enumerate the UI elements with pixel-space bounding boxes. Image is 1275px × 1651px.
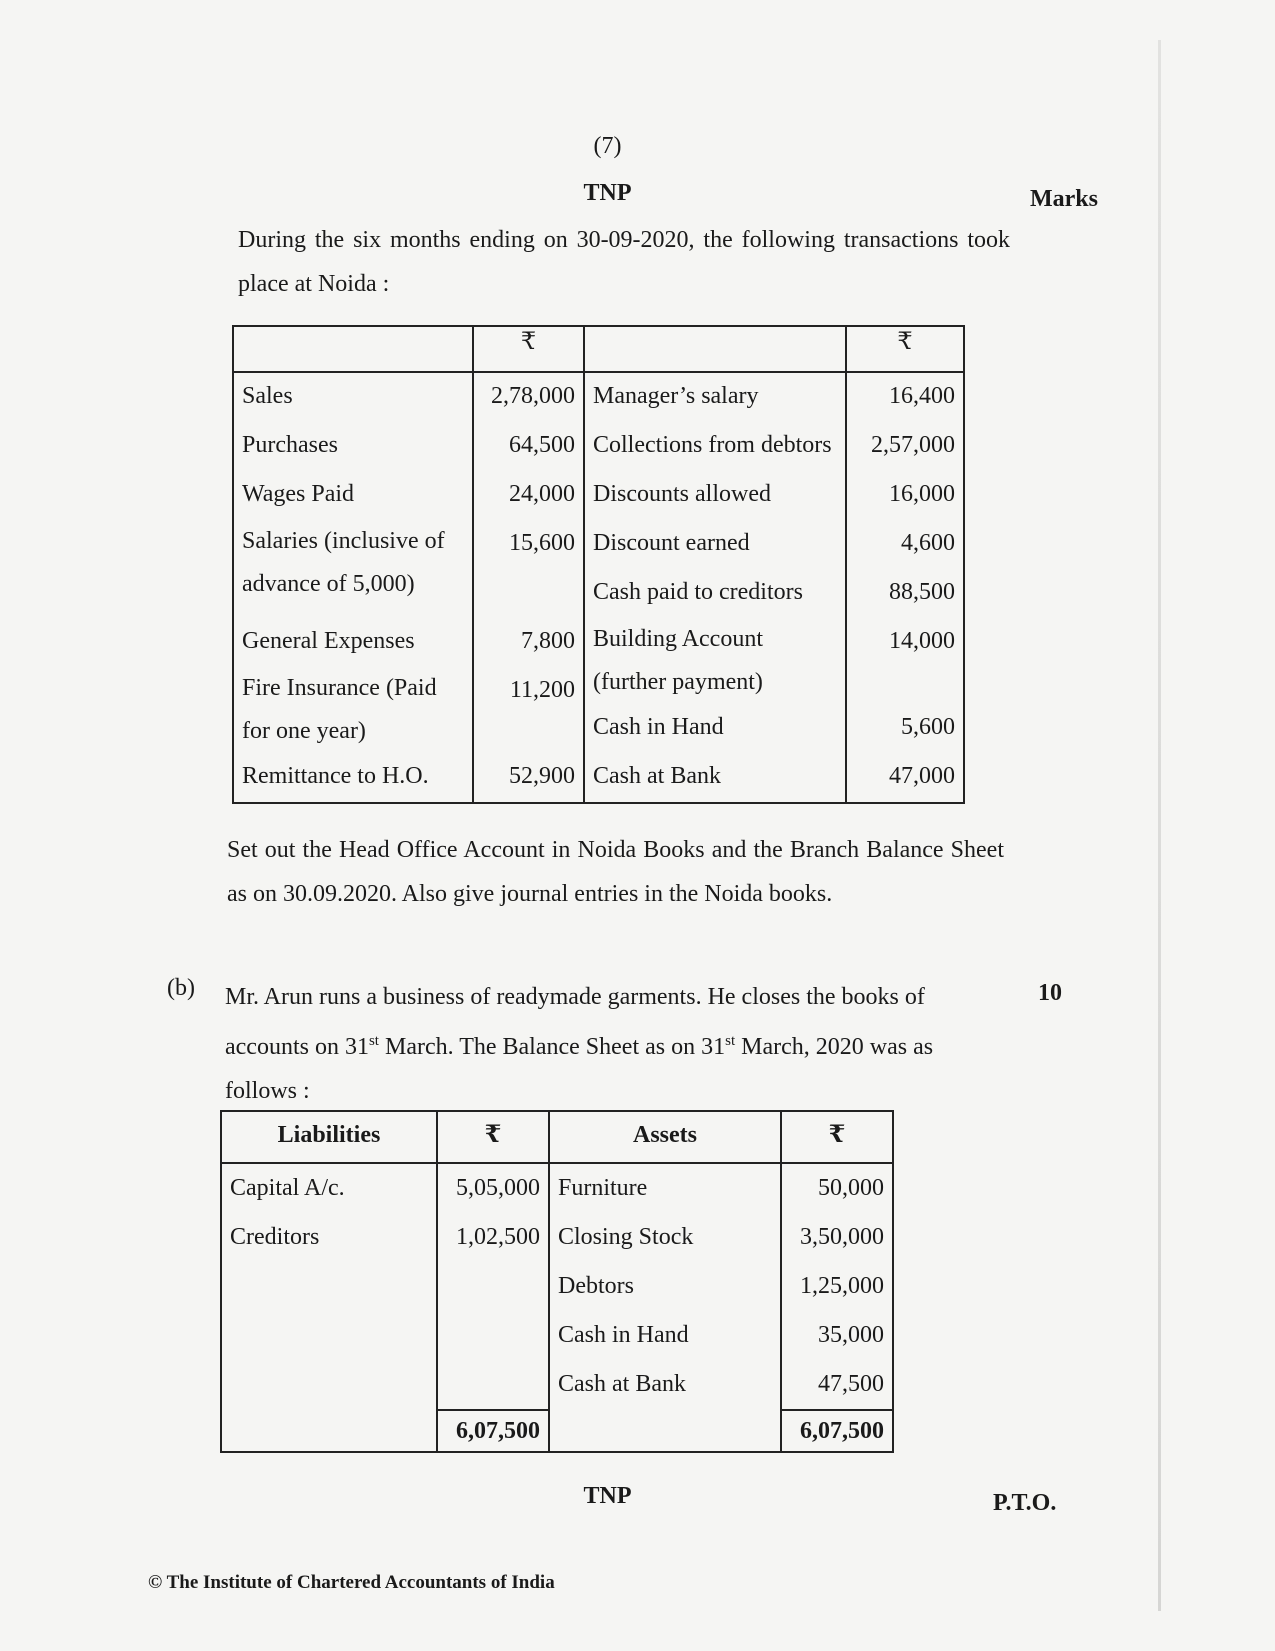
asset-label: Closing Stock [549,1213,781,1262]
right-amount: 14,000 [846,618,964,704]
right-label: Discounts allowed [584,471,846,520]
balance-sheet-header-row [221,1111,893,1163]
part-b-text-1: Mr. Arun runs a business of readymade garments. He closes the books of accounts on 31 [225,984,925,1060]
liabilities-total: 6,07,500 [437,1410,549,1452]
header-blank-right [584,326,846,372]
right-label: Cash paid to creditors [584,569,846,618]
part-b-text-3: March, 2020 was as follows : [225,1034,934,1104]
left-label: General Expenses [233,618,473,667]
right-label: Cash in Hand [584,704,846,753]
asset-amount: 1,25,000 [781,1262,893,1311]
table-row [221,1360,893,1410]
part-b-text-2: March. The Balance Sheet as on 31 [378,1034,726,1060]
part-b-sup-2: st [725,1033,736,1049]
marks-heading: Marks [1030,186,1098,212]
table-row [233,618,964,667]
left-amount: 15,600 [473,520,584,618]
header-assets: Assets [549,1111,781,1163]
part-b-label: (b) [167,975,195,1001]
right-amount: 5,600 [846,704,964,753]
left-label: Sales [233,372,473,422]
left-amount: 52,900 [473,753,584,803]
right-label: Discount earned [584,520,846,569]
asset-amount: 35,000 [781,1311,893,1360]
table-row [233,520,964,569]
header-currency-left: ₹ [473,326,584,372]
header-blank-left [233,326,473,372]
transactions-header-row [233,326,964,372]
table-row [233,422,964,471]
total-blank-right [549,1410,781,1452]
right-amount: 16,400 [846,372,964,422]
header-currency-right: ₹ [846,326,964,372]
instruction-paragraph: Set out the Head Office Account in Noida Books and the Branch Balance Sheet as on 30.09.2020. Also give journal entries in the Noida books. [227,837,1004,907]
table-row [221,1311,893,1360]
paper-code-bottom: TNP [583,1483,632,1509]
left-label: Wages Paid [233,471,473,520]
paper-code-top: TNP [583,180,632,206]
right-amount: 2,57,000 [846,422,964,471]
liability-empty [221,1262,437,1311]
asset-label: Cash at Bank [549,1360,781,1410]
balance-sheet-total-row [221,1410,893,1452]
header-currency-left: ₹ [437,1111,549,1163]
left-label: Purchases [233,422,473,471]
balance-sheet-table [220,1110,894,1453]
left-label: Fire Insurance (Paid for one year) [233,667,473,753]
liability-empty-amount [437,1262,549,1311]
part-b-marks: 10 [1038,980,1062,1006]
liability-empty-amount [437,1311,549,1360]
right-amount: 47,000 [846,753,964,803]
liability-empty [221,1360,437,1410]
liability-label: Creditors [221,1213,437,1262]
liability-label: Capital A/c. [221,1163,437,1213]
table-row [233,471,964,520]
asset-amount: 3,50,000 [781,1213,893,1262]
right-label: Manager’s salary [584,372,846,422]
right-amount: 4,600 [846,520,964,569]
table-row [221,1262,893,1311]
liability-empty-amount [437,1360,549,1410]
transactions-table [232,325,965,804]
table-row [233,372,964,422]
left-label: Remittance to H.O. [233,753,473,803]
asset-amount: 50,000 [781,1163,893,1213]
liability-amount: 1,02,500 [437,1213,549,1262]
page-number: (7) [593,133,622,159]
asset-amount: 47,500 [781,1360,893,1410]
total-blank-left [221,1410,437,1452]
intro-paragraph: During the six months ending on 30-09-2020, the following transactions took place at Noida : [238,227,1010,297]
header-currency-right: ₹ [781,1111,893,1163]
right-amount: 88,500 [846,569,964,618]
left-amount: 24,000 [473,471,584,520]
right-amount: 16,000 [846,471,964,520]
part-b-paragraph [225,975,1000,1113]
right-label: Building Account (further payment) [584,618,846,704]
right-label: Collections from debtors [584,422,846,471]
scan-edge-shadow [1158,40,1161,1611]
liability-amount: 5,05,000 [437,1163,549,1213]
table-row [221,1163,893,1213]
header-liabilities: Liabilities [221,1111,437,1163]
left-label: Salaries (inclusive of advance of 5,000) [233,520,473,618]
left-amount: 7,800 [473,618,584,667]
copyright-notice: © The Institute of Chartered Accountants of India [148,1572,555,1593]
part-b-sup-1: st [368,1033,379,1049]
left-amount: 64,500 [473,422,584,471]
table-row [233,753,964,803]
table-row [221,1213,893,1262]
asset-label: Debtors [549,1262,781,1311]
asset-label: Furniture [549,1163,781,1213]
left-amount: 11,200 [473,667,584,753]
asset-label: Cash in Hand [549,1311,781,1360]
liability-empty [221,1311,437,1360]
left-amount: 2,78,000 [473,372,584,422]
right-label: Cash at Bank [584,753,846,803]
please-turn-over: P.T.O. [993,1490,1057,1516]
assets-total: 6,07,500 [781,1410,893,1452]
